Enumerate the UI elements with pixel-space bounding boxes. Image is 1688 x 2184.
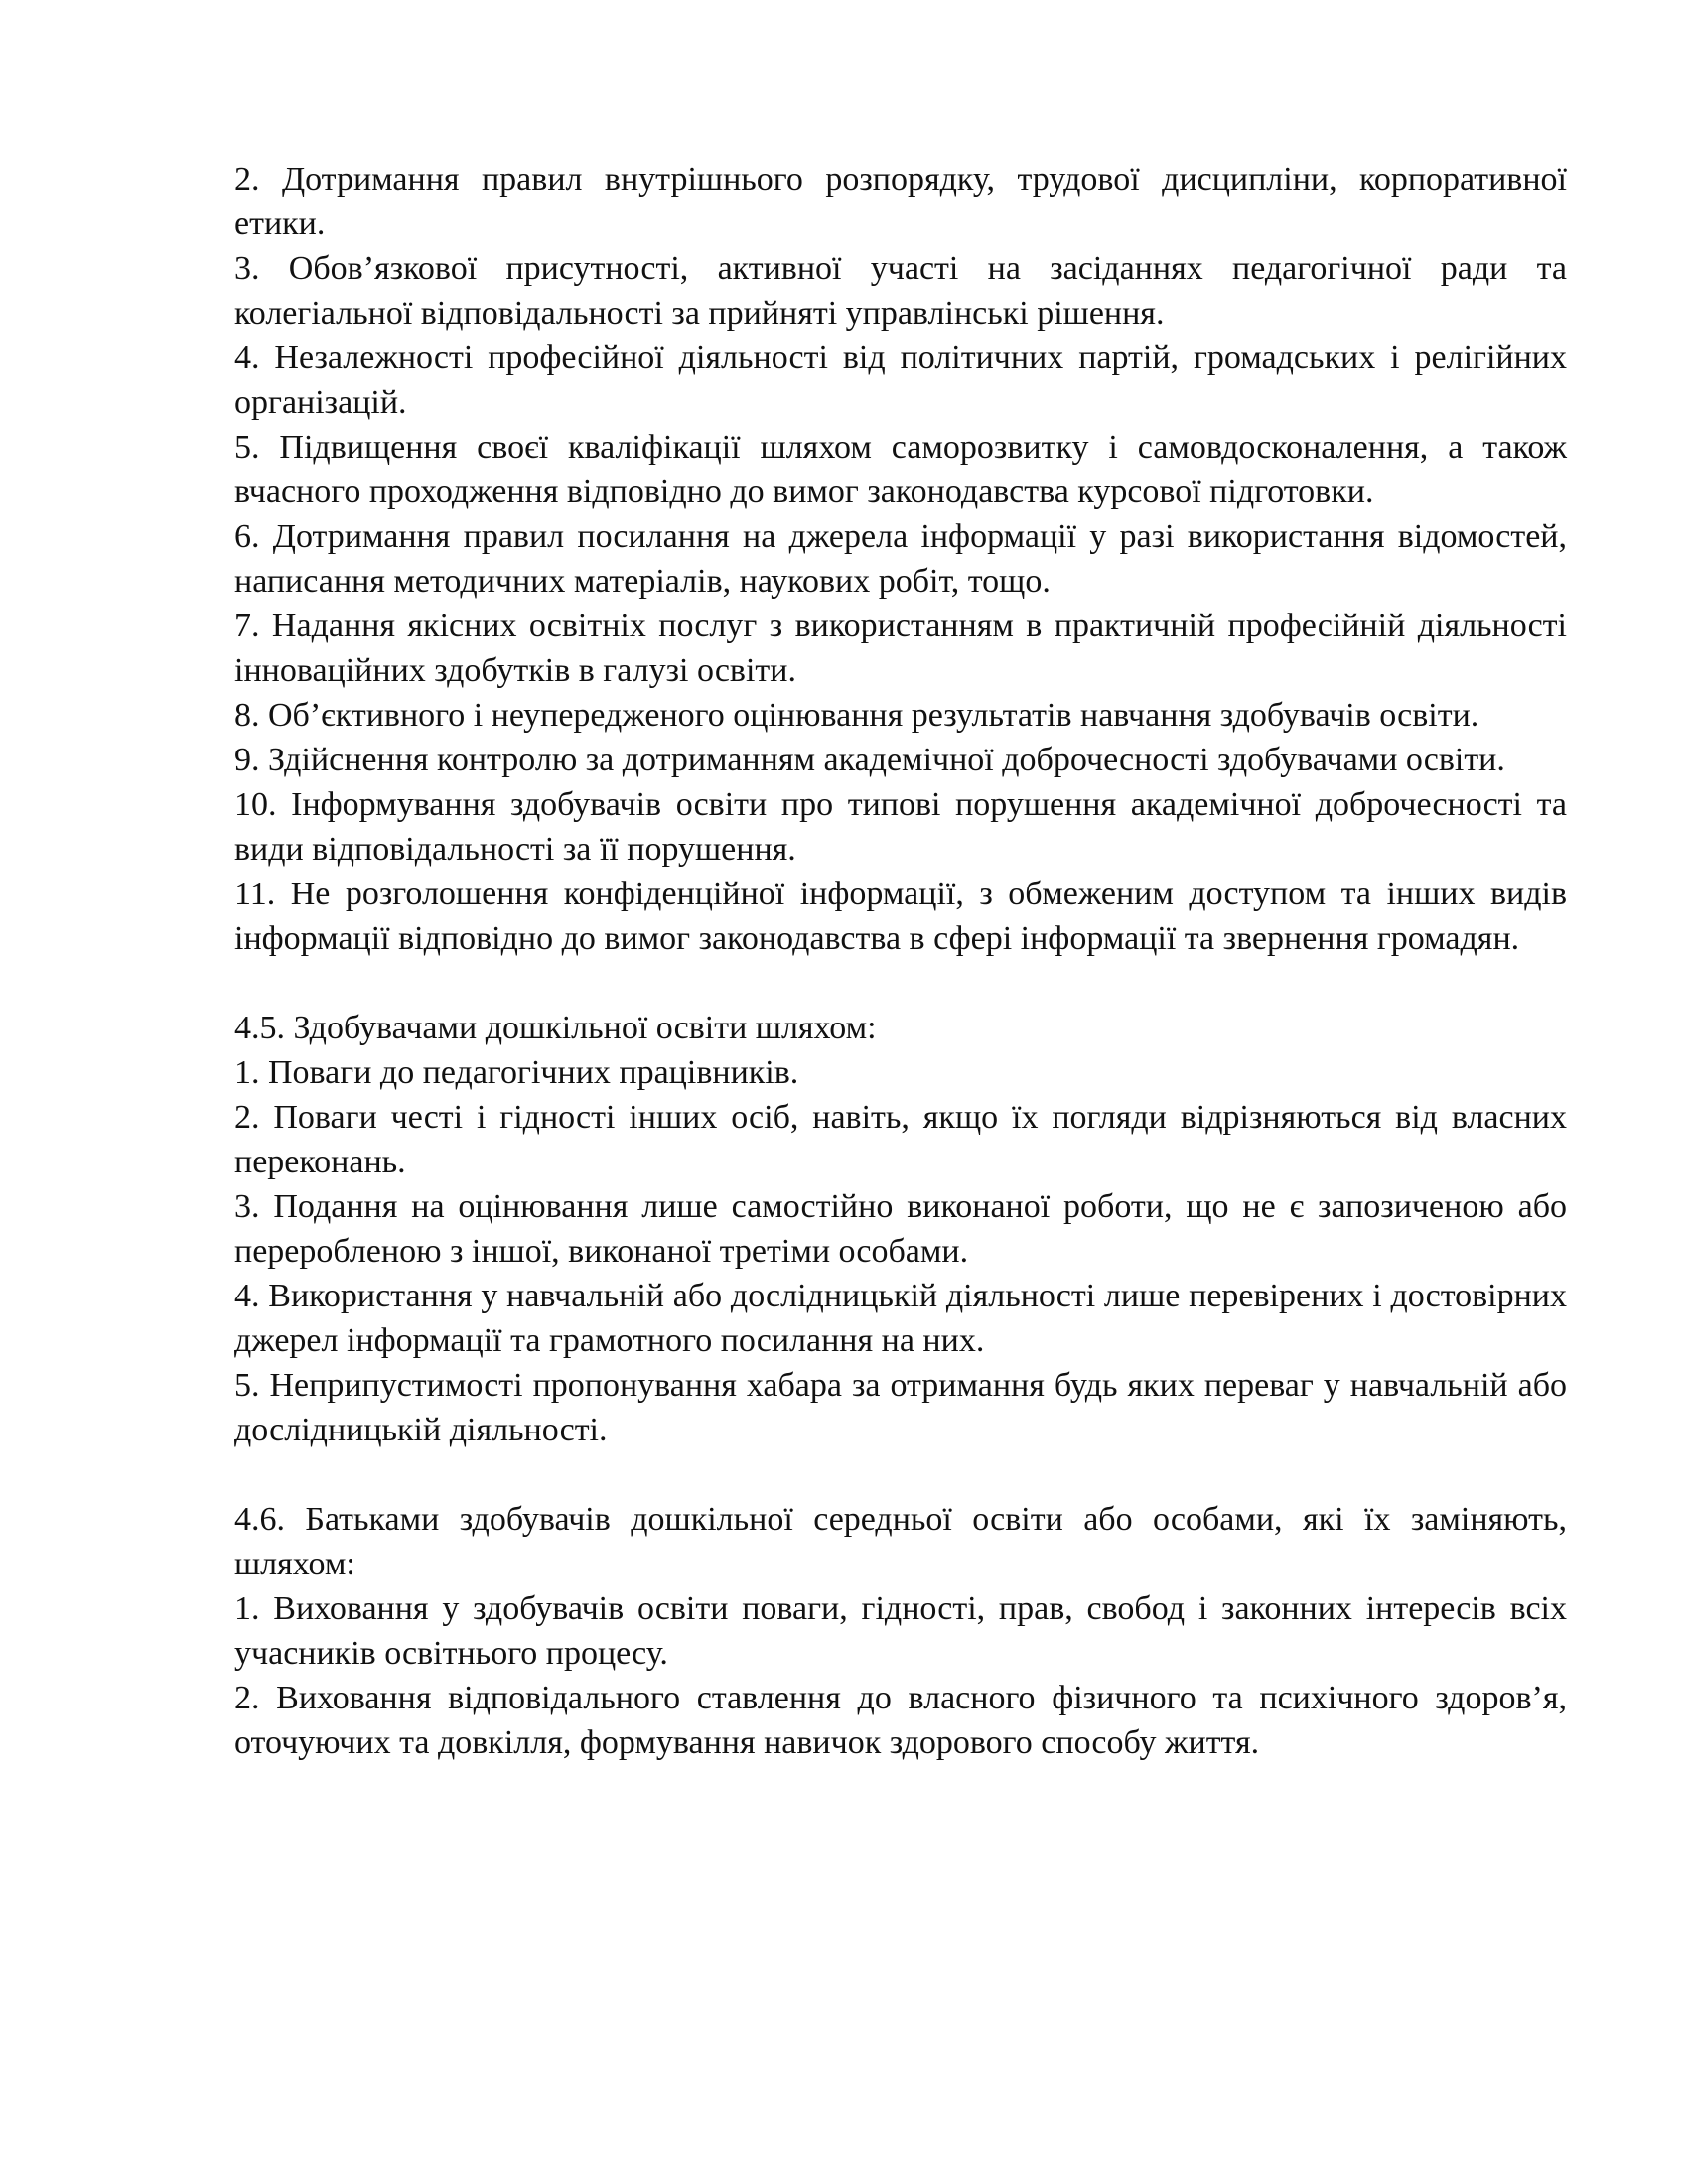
paragraph-spacer: [234, 1452, 1567, 1497]
list-item: 3. Подання на оцінювання лише самостійно виконаної роботи, що не є запозиченою або переробленою з іншої, виконаної третіми особами.: [234, 1188, 1567, 1270]
list-item: 10. Інформування здобувачів освіти про типові порушення академічної доброчесності та види відповідальності за її порушення.: [234, 786, 1567, 868]
list-item: 9. Здійснення контролю за дотриманням академічної доброчесності здобувачами освіти.: [234, 742, 1505, 778]
section-heading-4-6: 4.6. Батьками здобувачів дошкільної середньої освіти або особами, які їх заміняють, шляхом:: [234, 1501, 1567, 1582]
list-item: 5. Неприпустимості пропонування хабара за отримання будь яких переваг у навчальній або дослідницькій діяльності.: [234, 1367, 1567, 1448]
list-item: 2. Поваги честі і гідності інших осіб, навіть, якщо їх погляди відрізняються від власних переконань.: [234, 1099, 1567, 1180]
list-item: 4. Використання у навчальній або дослідницькій діяльності лише перевірених і достовірних джерел інформації та грамотного посилання на них.: [234, 1278, 1567, 1359]
list-item: 5. Підвищення своєї кваліфікації шляхом саморозвитку і самовдосконалення, а також вчасного проходження відповідно до вимог законодавства курсової підготовки.: [234, 429, 1567, 510]
list-item: 11. Не розголошення конфіденційної інформації, з обмеженим доступом та інших видів інформації відповідно до вимог законодавства в сфері інформації та звернення громадян.: [234, 876, 1567, 957]
list-item: 2. Виховання відповідального ставлення до власного фізичного та психічного здоров’я, оточуючих та довкілля, формування навичок здорового способу життя.: [234, 1680, 1567, 1761]
list-item: 4. Незалежності професійної діяльності від політичних партій, громадських і релігійних організацій.: [234, 340, 1567, 421]
document-page: [234, 157, 1567, 1765]
section-heading-4-5: 4.5. Здобувачами дошкільної освіти шляхом:: [234, 1010, 877, 1046]
list-item: 6. Дотримання правил посилання на джерела інформації у разі використання відомостей, написання методичних матеріалів, наукових робіт, тощо.: [234, 518, 1567, 600]
list-item: 1. Виховання у здобувачів освіти поваги, гідності, прав, свобод і законних інтересів всіх учасників освітнього процесу.: [234, 1590, 1567, 1672]
paragraph-spacer: [234, 961, 1567, 1006]
list-item: 7. Надання якісних освітніх послуг з використанням в практичній професійній діяльності інноваційних здобутків в галузі освіти.: [234, 608, 1567, 689]
list-item: 8. Об’єктивного і неупередженого оцінювання результатів навчання здобувачів освіти.: [234, 697, 1479, 734]
list-item: 2. Дотримання правил внутрішнього розпорядку, трудової дисципліни, корпоративної етики.: [234, 161, 1567, 242]
list-item: 3. Обов’язкової присутності, активної участі на засіданнях педагогічної ради та колегіальної відповідальності за прийняті управлінські рішення.: [234, 250, 1567, 332]
list-item: 1. Поваги до педагогічних працівників.: [234, 1054, 799, 1091]
